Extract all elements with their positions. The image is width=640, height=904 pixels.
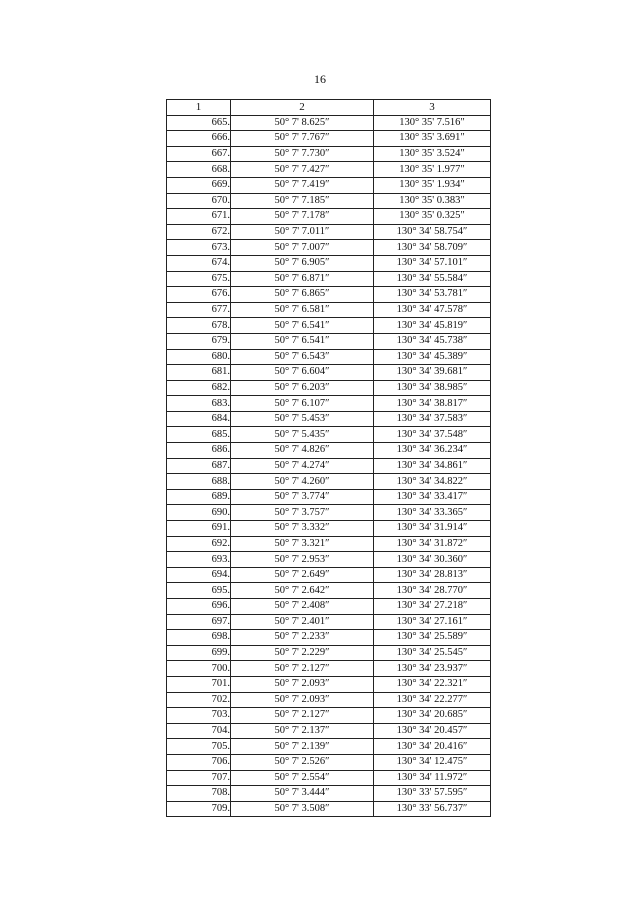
table-row xyxy=(167,349,491,365)
header-col-3: 3 xyxy=(374,100,491,116)
latitude-cell: 50° 7' 3.508″ xyxy=(231,801,374,817)
row-number: 665. xyxy=(167,115,231,131)
longitude-cell: 130° 35' 3.691″ xyxy=(374,131,491,147)
page-number: 16 xyxy=(314,72,326,86)
longitude-cell: 130° 34' 45.389″ xyxy=(374,349,491,365)
row-number: 707. xyxy=(167,770,231,786)
row-number: 667. xyxy=(167,146,231,162)
row-number: 682. xyxy=(167,380,231,396)
longitude-cell: 130° 34' 31.872″ xyxy=(374,536,491,552)
longitude-cell: 130° 34' 37.548″ xyxy=(374,427,491,443)
table-row xyxy=(167,162,491,178)
table-row xyxy=(167,146,491,162)
longitude-cell: 130° 34' 45.819″ xyxy=(374,318,491,334)
longitude-cell: 130° 33' 57.595″ xyxy=(374,786,491,802)
longitude-cell: 130° 34' 39.681″ xyxy=(374,365,491,381)
row-number: 675. xyxy=(167,271,231,287)
latitude-cell: 50° 7' 6.865″ xyxy=(231,287,374,303)
longitude-cell: 130° 35' 1.934″ xyxy=(374,177,491,193)
latitude-cell: 50° 7' 6.541″ xyxy=(231,318,374,334)
table-row xyxy=(167,708,491,724)
longitude-cell: 130° 34' 23.937″ xyxy=(374,661,491,677)
table-row xyxy=(167,599,491,615)
latitude-cell: 50° 7' 6.107″ xyxy=(231,396,374,412)
table-row xyxy=(167,567,491,583)
row-number: 698. xyxy=(167,630,231,646)
latitude-cell: 50° 7' 3.321″ xyxy=(231,536,374,552)
latitude-cell: 50° 7' 7.767″ xyxy=(231,131,374,147)
table-row xyxy=(167,287,491,303)
longitude-cell: 130° 34' 37.583″ xyxy=(374,411,491,427)
table-row xyxy=(167,801,491,817)
longitude-cell: 130° 34' 57.101″ xyxy=(374,255,491,271)
row-number: 686. xyxy=(167,443,231,459)
longitude-cell: 130° 34' 34.861″ xyxy=(374,458,491,474)
longitude-cell: 130° 34' 25.545″ xyxy=(374,645,491,661)
table-row xyxy=(167,676,491,692)
row-number: 706. xyxy=(167,754,231,770)
table-row xyxy=(167,396,491,412)
latitude-cell: 50° 7' 5.453″ xyxy=(231,411,374,427)
longitude-cell: 130° 35' 0.325″ xyxy=(374,209,491,225)
latitude-cell: 50° 7' 3.444″ xyxy=(231,786,374,802)
longitude-cell: 130° 34' 30.360″ xyxy=(374,552,491,568)
table-row xyxy=(167,583,491,599)
table-row xyxy=(167,786,491,802)
longitude-cell: 130° 35' 0.383″ xyxy=(374,193,491,209)
table-row xyxy=(167,661,491,677)
table-row xyxy=(167,380,491,396)
row-number: 674. xyxy=(167,255,231,271)
latitude-cell: 50° 7' 3.774″ xyxy=(231,489,374,505)
latitude-cell: 50° 7' 3.332″ xyxy=(231,521,374,537)
row-number: 709. xyxy=(167,801,231,817)
table-row xyxy=(167,723,491,739)
table-row xyxy=(167,240,491,256)
row-number: 676. xyxy=(167,287,231,303)
row-number: 670. xyxy=(167,193,231,209)
latitude-cell: 50° 7' 4.260″ xyxy=(231,474,374,490)
longitude-cell: 130° 34' 25.589″ xyxy=(374,630,491,646)
table-row xyxy=(167,614,491,630)
longitude-cell: 130° 34' 27.218″ xyxy=(374,599,491,615)
latitude-cell: 50° 7' 7.185″ xyxy=(231,193,374,209)
table-header xyxy=(167,100,491,116)
latitude-cell: 50° 7' 2.229″ xyxy=(231,645,374,661)
latitude-cell: 50° 7' 7.007″ xyxy=(231,240,374,256)
row-number: 692. xyxy=(167,536,231,552)
longitude-cell: 130° 33' 56.737″ xyxy=(374,801,491,817)
latitude-cell: 50° 7' 6.905″ xyxy=(231,255,374,271)
longitude-cell: 130° 34' 47.578″ xyxy=(374,302,491,318)
longitude-cell: 130° 34' 28.770″ xyxy=(374,583,491,599)
row-number: 702. xyxy=(167,692,231,708)
row-number: 671. xyxy=(167,209,231,225)
table-row xyxy=(167,692,491,708)
row-number: 700. xyxy=(167,661,231,677)
table-row xyxy=(167,224,491,240)
longitude-cell: 130° 35' 7.516″ xyxy=(374,115,491,131)
latitude-cell: 50° 7' 7.011″ xyxy=(231,224,374,240)
table-row xyxy=(167,443,491,459)
table-row xyxy=(167,411,491,427)
latitude-cell: 50° 7' 2.526″ xyxy=(231,754,374,770)
longitude-cell: 130° 35' 3.524″ xyxy=(374,146,491,162)
longitude-cell: 130° 34' 31.914″ xyxy=(374,521,491,537)
latitude-cell: 50° 7' 5.435″ xyxy=(231,427,374,443)
latitude-cell: 50° 7' 2.401″ xyxy=(231,614,374,630)
row-number: 695. xyxy=(167,583,231,599)
row-number: 696. xyxy=(167,599,231,615)
latitude-cell: 50° 7' 6.871″ xyxy=(231,271,374,287)
table-row xyxy=(167,521,491,537)
table-row xyxy=(167,474,491,490)
row-number: 678. xyxy=(167,318,231,334)
longitude-cell: 130° 34' 28.813″ xyxy=(374,567,491,583)
longitude-cell: 130° 34' 45.738″ xyxy=(374,333,491,349)
table-row xyxy=(167,536,491,552)
row-number: 688. xyxy=(167,474,231,490)
latitude-cell: 50° 7' 7.427″ xyxy=(231,162,374,178)
row-number: 705. xyxy=(167,739,231,755)
longitude-cell: 130° 34' 38.817″ xyxy=(374,396,491,412)
latitude-cell: 50° 7' 6.203″ xyxy=(231,380,374,396)
row-number: 704. xyxy=(167,723,231,739)
longitude-cell: 130° 35' 1.977″ xyxy=(374,162,491,178)
longitude-cell: 130° 34' 20.685″ xyxy=(374,708,491,724)
row-number: 672. xyxy=(167,224,231,240)
longitude-cell: 130° 34' 22.321″ xyxy=(374,676,491,692)
table-row xyxy=(167,115,491,131)
latitude-cell: 50° 7' 3.757″ xyxy=(231,505,374,521)
row-number: 683. xyxy=(167,396,231,412)
latitude-cell: 50° 7' 2.642″ xyxy=(231,583,374,599)
latitude-cell: 50° 7' 2.127″ xyxy=(231,708,374,724)
table-row xyxy=(167,209,491,225)
latitude-cell: 50° 7' 7.730″ xyxy=(231,146,374,162)
latitude-cell: 50° 7' 6.581″ xyxy=(231,302,374,318)
table-row xyxy=(167,739,491,755)
row-number: 687. xyxy=(167,458,231,474)
header-col-2: 2 xyxy=(231,100,374,116)
longitude-cell: 130° 34' 53.781″ xyxy=(374,287,491,303)
row-number: 693. xyxy=(167,552,231,568)
row-number: 694. xyxy=(167,567,231,583)
longitude-cell: 130° 34' 55.584″ xyxy=(374,271,491,287)
longitude-cell: 130° 34' 20.416″ xyxy=(374,739,491,755)
table-row xyxy=(167,177,491,193)
latitude-cell: 50° 7' 7.419″ xyxy=(231,177,374,193)
row-number: 697. xyxy=(167,614,231,630)
table-row xyxy=(167,365,491,381)
row-number: 680. xyxy=(167,349,231,365)
longitude-cell: 130° 34' 27.161″ xyxy=(374,614,491,630)
table-row xyxy=(167,271,491,287)
latitude-cell: 50° 7' 2.408″ xyxy=(231,599,374,615)
latitude-cell: 50° 7' 2.233″ xyxy=(231,630,374,646)
row-number: 666. xyxy=(167,131,231,147)
table-row xyxy=(167,489,491,505)
latitude-cell: 50° 7' 2.093″ xyxy=(231,692,374,708)
longitude-cell: 130° 34' 22.277″ xyxy=(374,692,491,708)
longitude-cell: 130° 34' 11.972″ xyxy=(374,770,491,786)
latitude-cell: 50° 7' 2.953″ xyxy=(231,552,374,568)
latitude-cell: 50° 7' 2.127″ xyxy=(231,661,374,677)
row-number: 689. xyxy=(167,489,231,505)
table-row xyxy=(167,131,491,147)
latitude-cell: 50° 7' 4.826″ xyxy=(231,443,374,459)
longitude-cell: 130° 34' 33.417″ xyxy=(374,489,491,505)
row-number: 669. xyxy=(167,177,231,193)
table-row xyxy=(167,770,491,786)
latitude-cell: 50° 7' 8.625″ xyxy=(231,115,374,131)
row-number: 699. xyxy=(167,645,231,661)
latitude-cell: 50° 7' 2.139″ xyxy=(231,739,374,755)
latitude-cell: 50° 7' 7.178″ xyxy=(231,209,374,225)
row-number: 681. xyxy=(167,365,231,381)
longitude-cell: 130° 34' 36.234″ xyxy=(374,443,491,459)
latitude-cell: 50° 7' 6.543″ xyxy=(231,349,374,365)
latitude-cell: 50° 7' 2.554″ xyxy=(231,770,374,786)
row-number: 673. xyxy=(167,240,231,256)
latitude-cell: 50° 7' 4.274″ xyxy=(231,458,374,474)
table-row xyxy=(167,458,491,474)
longitude-cell: 130° 34' 34.822″ xyxy=(374,474,491,490)
table-row xyxy=(167,333,491,349)
row-number: 679. xyxy=(167,333,231,349)
table-row xyxy=(167,630,491,646)
row-number: 684. xyxy=(167,411,231,427)
table-row xyxy=(167,552,491,568)
table-body xyxy=(167,115,491,817)
longitude-cell: 130° 34' 20.457″ xyxy=(374,723,491,739)
table-row xyxy=(167,754,491,770)
table-row xyxy=(167,193,491,209)
row-number: 690. xyxy=(167,505,231,521)
row-number: 708. xyxy=(167,786,231,802)
latitude-cell: 50° 7' 2.649″ xyxy=(231,567,374,583)
table-row xyxy=(167,255,491,271)
longitude-cell: 130° 34' 33.365″ xyxy=(374,505,491,521)
table-row xyxy=(167,318,491,334)
row-number: 691. xyxy=(167,521,231,537)
row-number: 703. xyxy=(167,708,231,724)
coordinates-table xyxy=(166,99,491,817)
table-row xyxy=(167,427,491,443)
row-number: 685. xyxy=(167,427,231,443)
header-row xyxy=(167,100,491,116)
latitude-cell: 50° 7' 2.137″ xyxy=(231,723,374,739)
table-row xyxy=(167,302,491,318)
longitude-cell: 130° 34' 12.475″ xyxy=(374,754,491,770)
longitude-cell: 130° 34' 58.709″ xyxy=(374,240,491,256)
header-col-1: 1 xyxy=(167,100,231,116)
latitude-cell: 50° 7' 2.093″ xyxy=(231,676,374,692)
row-number: 668. xyxy=(167,162,231,178)
table-row xyxy=(167,645,491,661)
table-row xyxy=(167,505,491,521)
row-number: 677. xyxy=(167,302,231,318)
row-number: 701. xyxy=(167,676,231,692)
latitude-cell: 50° 7' 6.604″ xyxy=(231,365,374,381)
latitude-cell: 50° 7' 6.541″ xyxy=(231,333,374,349)
longitude-cell: 130° 34' 58.754″ xyxy=(374,224,491,240)
longitude-cell: 130° 34' 38.985″ xyxy=(374,380,491,396)
